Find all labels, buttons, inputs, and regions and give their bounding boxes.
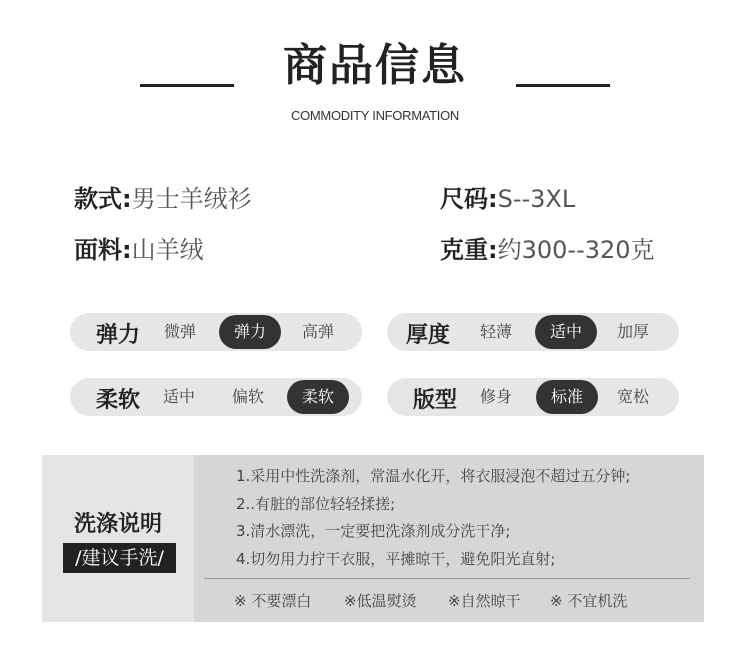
option-fit-loose: 宽松 — [617, 387, 650, 406]
attribute-softness-label: 柔软 — [96, 388, 141, 413]
attribute-fit-label: 版型 — [413, 388, 458, 413]
option-fit-standard-selected: 标准 — [536, 380, 598, 414]
attribute-elasticity-label: 弹力 — [96, 323, 141, 348]
spec-fabric-value: 山羊绒 — [131, 236, 204, 264]
care-note-no-machine-wash: ※ 不宜机洗 — [550, 592, 628, 610]
spec-weight-label: 克重: — [440, 236, 498, 264]
spec-fabric-label: 面料: — [74, 236, 132, 264]
spec-size-value: S--3XL — [497, 185, 576, 213]
spec-style — [74, 183, 252, 215]
option-thickness-thick: 加厚 — [617, 322, 650, 341]
attribute-thickness-label: 厚度 — [406, 323, 451, 348]
spec-size — [440, 183, 575, 215]
title-divider-right — [516, 84, 610, 87]
title-block — [0, 36, 750, 100]
washing-title: 洗涤说明 — [73, 512, 162, 537]
attribute-fit — [387, 378, 679, 416]
option-elasticity-high: 高弹 — [302, 322, 335, 341]
washing-step-2: 2..有脏的部位轻轻揉搓; — [236, 495, 396, 513]
attribute-softness — [70, 378, 362, 416]
washing-details — [194, 455, 704, 622]
attribute-elasticity — [70, 313, 362, 351]
option-softness-soft: 偏软 — [232, 387, 265, 406]
option-elasticity-elastic-selected: 弹力 — [219, 315, 281, 349]
page-title: 商品信息 — [283, 40, 467, 91]
washing-step-3: 3.清水漂洗，一定要把洗涤剂成分洗干净; — [236, 522, 511, 540]
washing-step-1: 1.采用中性洗涤剂，常温水化开，将衣服浸泡不超过五分钟; — [236, 467, 631, 485]
spec-fabric — [74, 234, 204, 266]
washing-header — [42, 455, 194, 622]
washing-subtitle-badge: /建议手洗/ — [63, 543, 176, 573]
attribute-thickness — [387, 313, 679, 351]
spec-weight-value: 约300--320克 — [497, 236, 655, 264]
care-note-low-iron: ※低温熨烫 — [344, 592, 417, 610]
washing-divider — [204, 578, 690, 579]
option-softness-very-soft-selected: 柔软 — [287, 380, 349, 414]
option-softness-medium: 适中 — [163, 387, 196, 406]
option-thickness-medium-selected: 适中 — [535, 315, 597, 349]
spec-style-value: 男士羊绒衫 — [131, 185, 252, 213]
spec-style-label: 款式: — [74, 185, 132, 213]
care-note-air-dry: ※自然晾干 — [448, 592, 521, 610]
washing-step-4: 4.切勿用力拧干衣服，平摊晾干，避免阳光直射; — [236, 550, 556, 568]
option-elasticity-slight: 微弹 — [164, 322, 197, 341]
care-note-no-bleach: ※ 不要漂白 — [234, 592, 312, 610]
page-subtitle: COMMODITY INFORMATION — [291, 108, 459, 123]
spec-size-label: 尺码: — [440, 185, 498, 213]
washing-instructions-panel — [42, 455, 704, 622]
option-fit-slim: 修身 — [480, 387, 513, 406]
option-thickness-thin: 轻薄 — [480, 322, 513, 341]
spec-weight — [440, 234, 655, 266]
